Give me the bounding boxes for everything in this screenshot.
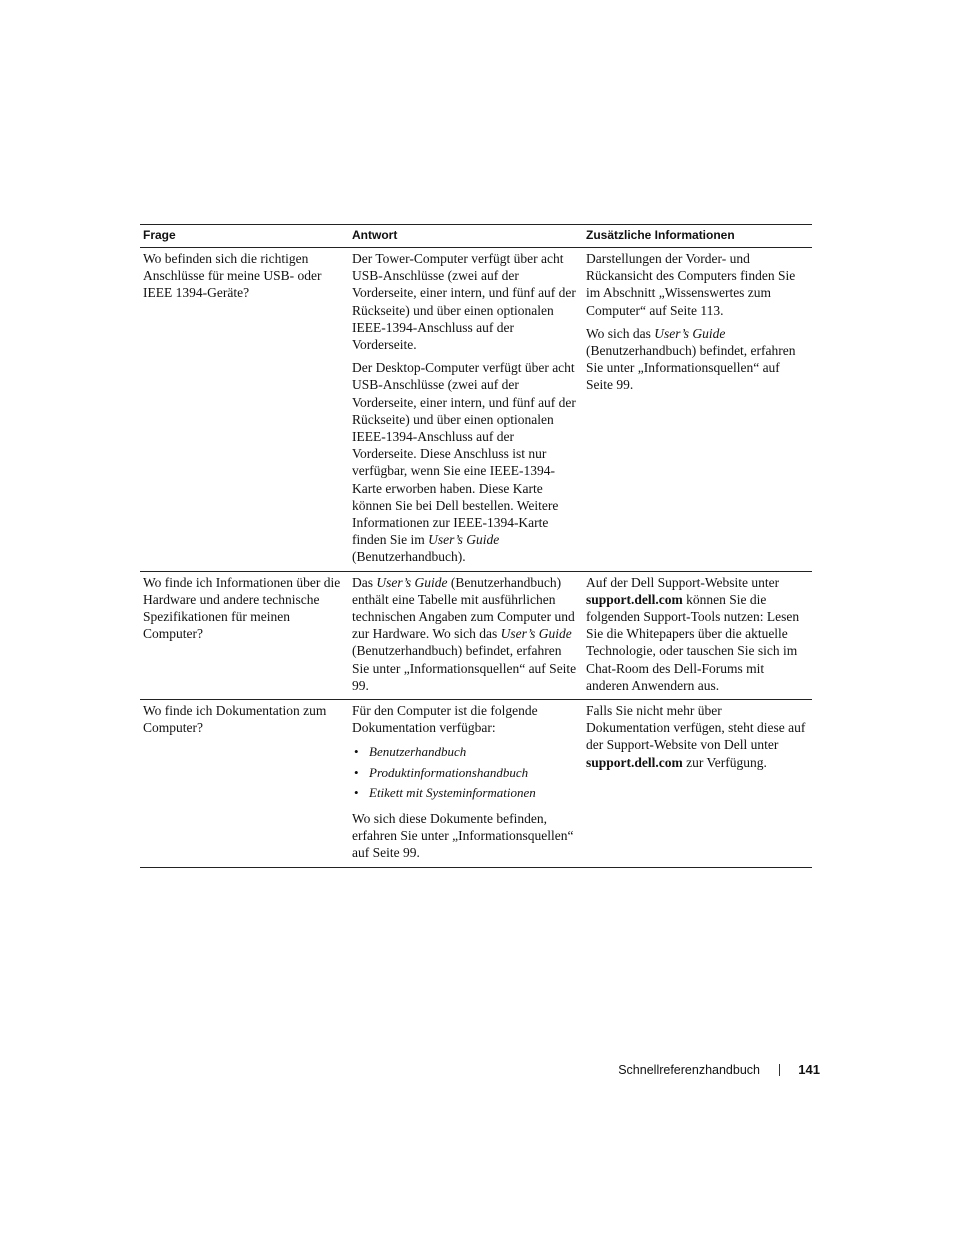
answer-cell bbox=[349, 248, 583, 572]
page-number: 141 bbox=[798, 1062, 820, 1077]
answer-text: (Benutzerhandbuch). bbox=[352, 549, 466, 565]
page-footer bbox=[560, 1062, 820, 1080]
header-antwort: Antwort bbox=[349, 225, 583, 248]
info-text: Wo sich das bbox=[586, 325, 655, 341]
users-guide-title: User’s Guide bbox=[376, 574, 448, 590]
question-cell: Wo finde ich Dokumentation zum Computer? bbox=[140, 700, 349, 868]
info-paragraph: Darstellungen der Vorder- und Rückansicht des Computers finden Sie im Abschnitt „Wissenswertes zum Computer“ auf Seite 113. bbox=[586, 251, 796, 318]
info-text: Falls Sie nicht mehr über Dokumentation verfügen, steht diese auf der Support-Website von Dell unter bbox=[586, 703, 806, 753]
answer-paragraph: Für den Computer ist die folgende Dokumentation verfügbar: bbox=[352, 703, 538, 736]
support-link[interactable]: support.dell.com bbox=[586, 754, 683, 770]
footer-title: Schnellreferenzhandbuch bbox=[618, 1063, 760, 1077]
question-cell: Wo befinden sich die richtigen Anschlüsse für meine USB- oder IEEE 1394-Geräte? bbox=[140, 248, 349, 572]
list-item-label: Benutzerhandbuch bbox=[369, 744, 467, 760]
support-link[interactable]: support.dell.com bbox=[586, 591, 683, 607]
header-frage: Frage bbox=[140, 225, 349, 248]
footer-divider bbox=[779, 1064, 780, 1076]
header-zusaetzliche-informationen: Zusätzliche Informationen bbox=[583, 225, 812, 248]
list-item bbox=[352, 742, 579, 763]
info-cell bbox=[583, 700, 812, 868]
answer-text: Das bbox=[352, 574, 377, 590]
bullet-icon: • bbox=[354, 785, 359, 801]
info-cell bbox=[583, 248, 812, 572]
question-cell: Wo finde ich Informationen über die Hardware und andere technische Spezifikationen für meinen Computer? bbox=[140, 571, 349, 699]
table-row bbox=[140, 248, 812, 572]
documentation-list bbox=[352, 742, 579, 804]
info-text: (Benutzerhandbuch) befindet, erfahren Sie unter „Informationsquellen“ auf Seite 99. bbox=[586, 343, 796, 393]
users-guide-title: User’s Guide bbox=[500, 626, 572, 642]
list-item-label: Produktinformationshandbuch bbox=[369, 764, 529, 780]
info-text: Auf der Dell Support-Website unter bbox=[586, 574, 780, 590]
answer-cell bbox=[349, 571, 583, 699]
answer-text: (Benutzerhandbuch) befindet, erfahren Sie unter „Informationsquellen“ auf Seite 99. bbox=[352, 643, 577, 693]
table-header-row bbox=[140, 225, 812, 248]
info-paragraph bbox=[586, 325, 808, 394]
users-guide-title: User’s Guide bbox=[428, 532, 500, 548]
info-text: können Sie die folgenden Support-Tools nutzen: Lesen Sie die Whitepapers über die aktuelle Technologie, oder tauschen Sie sich im Chat-Room des Dell-Forums mit anderen Anwendern aus. bbox=[586, 591, 800, 693]
table-row bbox=[140, 571, 812, 699]
table-row bbox=[140, 700, 812, 868]
answer-paragraph bbox=[352, 359, 579, 565]
answer-cell bbox=[349, 700, 583, 868]
answer-text: (Benutzerhandbuch) enthält eine Tabelle mit ausführlichen technischen Angaben zum Computer und zur Hardware. Wo sich das bbox=[352, 574, 575, 642]
answer-paragraph: Der Tower-Computer verfügt über acht USB-Anschlüsse (zwei auf der Vorderseite, einer intern, und fünf auf der Rückseite) und über einen optionalen IEEE-1394-Anschluss auf der Vorderseite. bbox=[352, 251, 576, 353]
list-item bbox=[352, 763, 579, 784]
list-item-label: Etikett mit Systeminformationen bbox=[369, 785, 536, 801]
info-cell bbox=[583, 571, 812, 699]
users-guide-title: User’s Guide bbox=[654, 325, 726, 341]
bullet-icon: • bbox=[354, 744, 359, 760]
list-item bbox=[352, 783, 579, 804]
answer-text: Der Desktop-Computer verfügt über acht USB-Anschlüsse (zwei auf der Vorderseite, einer intern, und fünf auf der Rückseite) und über einen optionalen IEEE-1394-Anschluss auf der Vorderseite. Diese Anschluss ist nur verfügbar, wenn Sie eine IEEE-1394-Karte erworben haben. Diese Karte können Sie bei Dell bestellen. Weitere Informationen zur IEEE-1394-Karte finden Sie im bbox=[352, 360, 576, 548]
info-text: zur Verfügung. bbox=[682, 754, 767, 770]
answer-paragraph: Wo sich diese Dokumente befinden, erfahren Sie unter „Informationsquellen“ auf Seite 99. bbox=[352, 810, 574, 861]
faq-table bbox=[140, 224, 812, 868]
bullet-icon: • bbox=[354, 764, 359, 780]
